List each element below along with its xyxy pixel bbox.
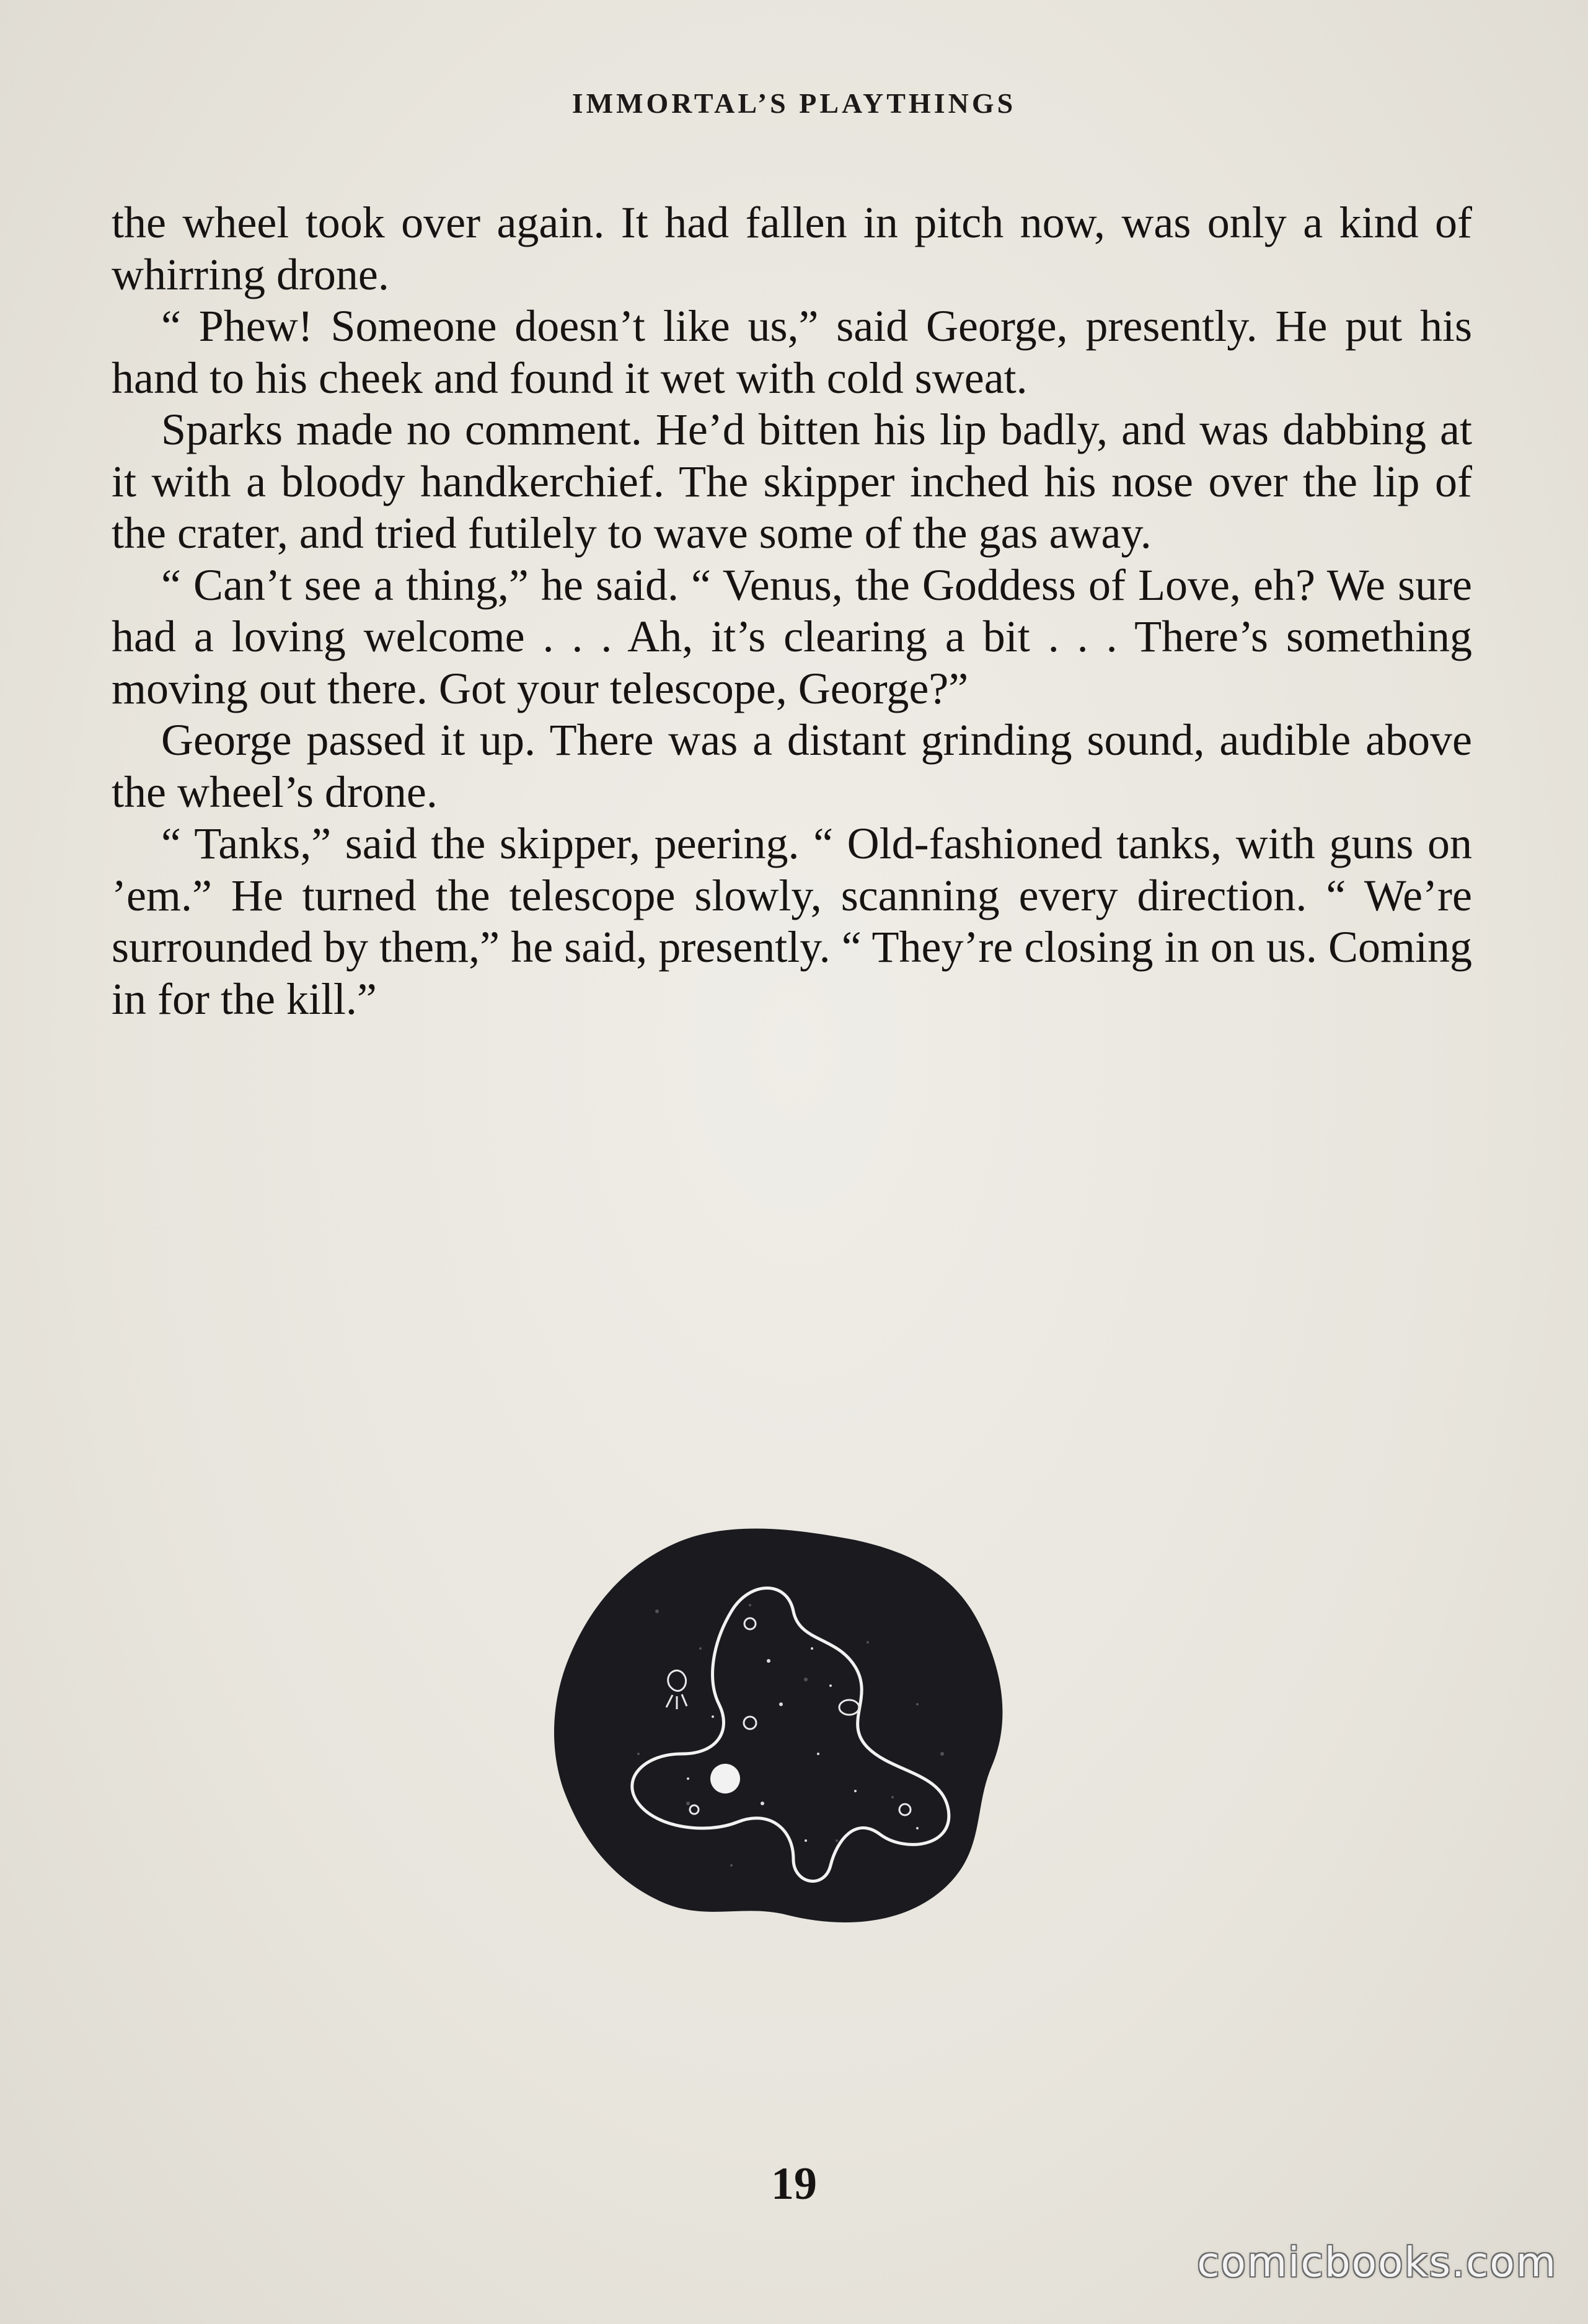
- paragraph: “ Tanks,” said the skipper, peering. “ Old-fashioned tanks, with guns on ’em.” He turned the telescope slowly, scanning every direction. “ We’re surrounded by them,” he said, presently. “ They’re closing in on us. Coming in for the kill.”: [112, 819, 1472, 1024]
- watermark: comicbooks.com: [1197, 2238, 1557, 2286]
- body-text: [112, 197, 1472, 1025]
- paragraph: “ Phew! Someone doesn’t like us,” said George, presently. He put his hand to his cheek and found it wet with cold sweat.: [112, 301, 1472, 403]
- paragraph: Sparks made no comment. He’d bitten his lip badly, and was dabbing at it with a bloody handkerchief. The skipper inched his nose over the lip of the crater, and tried futilely to wave some of the gas away.: [112, 405, 1472, 558]
- running-title: IMMORTAL’S PLAYTHINGS: [571, 87, 1017, 119]
- ink-blob: [554, 1529, 1002, 1922]
- paragraph: George passed it up. There was a distant grinding sound, audible above the wheel’s drone.: [112, 715, 1472, 817]
- paragraph: “ Can’t see a thing,” he said. “ Venus, the Goddess of Love, eh? We sure had a loving welcome . . . Ah, it’s clearing a bit . . . There’s something moving out there. Got your telescope, George?”: [112, 560, 1472, 713]
- chapter-end-illustration: [545, 1518, 1017, 1940]
- paragraph: the wheel took over again. It had fallen in pitch now, was only a kind of whirring drone.: [112, 198, 1472, 299]
- page-number: 19: [771, 2159, 817, 2209]
